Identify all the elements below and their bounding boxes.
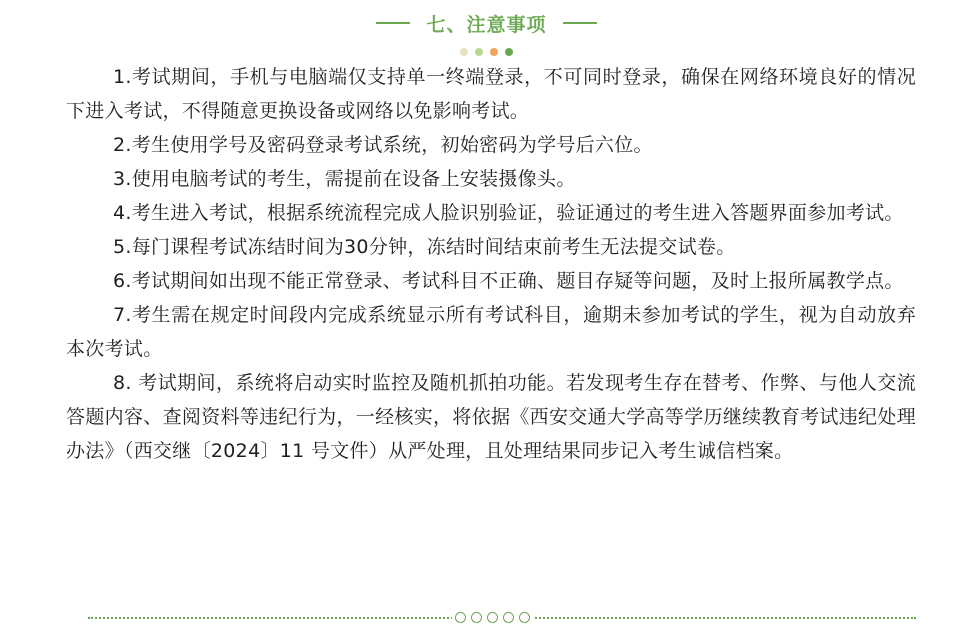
footer-circle — [519, 612, 530, 623]
notice-item-3: 3.使用电脑考试的考生，需提前在设备上安装摄像头。 — [113, 168, 576, 190]
notice-item-7: 7.考生需在规定时间段内完成系统显示所有考试科目，逾期未参加考试的学生，视为自动放弃本次考试。 — [66, 304, 916, 360]
notice-item-5: 5.每门课程考试冻结时间为30分钟，冻结时间结束前考生无法提交试卷。 — [113, 236, 736, 258]
footer-circles — [452, 612, 533, 623]
heading-right-rule — [563, 22, 597, 24]
decorative-dots — [0, 48, 973, 56]
notice-item-2: 2.考生使用学号及密码登录考试系统，初始密码为学号后六位。 — [113, 134, 653, 156]
dot-4 — [505, 48, 513, 56]
footer-circle — [487, 612, 498, 623]
footer-circle — [455, 612, 466, 623]
section-heading — [0, 8, 973, 38]
notice-item-4: 4.考生进入考试，根据系统流程完成人脸识别验证，验证通过的考生进入答题界面参加考试。 — [113, 202, 904, 224]
dot-2 — [475, 48, 483, 56]
notice-item-1: 1.考试期间，手机与电脑端仅支持单一终端登录，不可同时登录，确保在网络环境良好的情况下进入考试，不得随意更换设备或网络以免影响考试。 — [66, 66, 916, 122]
notice-content — [66, 60, 916, 468]
heading-left-rule — [376, 22, 410, 24]
notice-item-6: 6.考试期间如出现不能正常登录、考试科目不正确、题目存疑等问题，及时上报所属教学点。 — [113, 270, 904, 292]
footer-divider — [88, 612, 916, 624]
footer-circle — [471, 612, 482, 623]
dot-3 — [490, 48, 498, 56]
footer-circle — [503, 612, 514, 623]
notice-item-8: 8. 考试期间，系统将启动实时监控及随机抓拍功能。若发现考生存在替考、作弊、与他人交流答题内容、查阅资料等违纪行为，一经核实，将依据《西安交通大学高等学历继续教育考试违纪处理办法》（西交继〔2024〕11 号文件）从严处理，且处理结果同步记入考生诚信档案。 — [66, 372, 916, 462]
dot-1 — [460, 48, 468, 56]
section-title: 七、注意事项 — [426, 13, 547, 36]
